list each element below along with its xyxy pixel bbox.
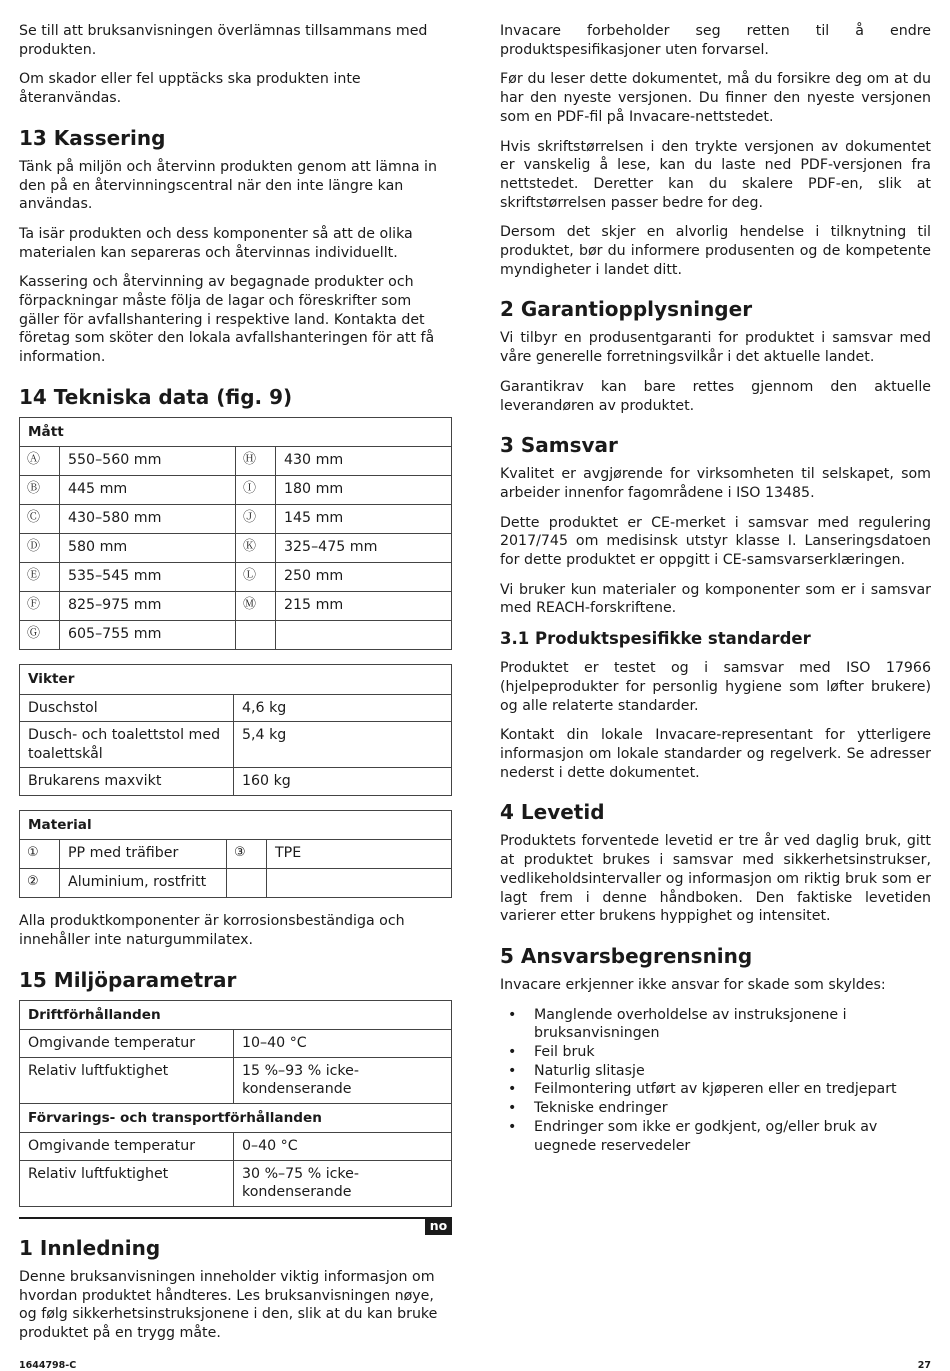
- env-label: Relativ luftfuktighet: [20, 1057, 234, 1103]
- dimension-symbol: Ⓓ: [20, 534, 60, 563]
- list-item: • Endringer som ikke er godkjent, og/eller bruk av uegnede reservedeler: [500, 1118, 931, 1155]
- paragraph: Om skador eller fel upptäcks ska produkten inte återanvändas.: [19, 71, 361, 107]
- dimension-value: 550–560 mm: [60, 447, 236, 476]
- paragraph: Invacare forbeholder seg retten til å endre produktspesifikasjoner uten forvarsel.: [500, 23, 931, 58]
- section-heading-ansvar: 5 Ansvarsbegrensning: [500, 943, 753, 968]
- dimension-symbol: Ⓜ: [236, 592, 276, 621]
- section-heading-tekniska-data: 14 Tekniska data (fig. 9): [19, 384, 293, 409]
- paragraph: Tänk på miljön och återvinn produkten genom att lämna in den på en återvinningscentral när den inte längre kan användas.: [19, 158, 437, 213]
- weight-value: 5,4 kg: [234, 722, 452, 768]
- section-heading-samsvar: 3 Samsvar: [500, 433, 618, 458]
- dimension-value: 605–755 mm: [60, 621, 236, 650]
- dimension-symbol: Ⓚ: [236, 534, 276, 563]
- env-label: Omgivande temperatur: [20, 1030, 234, 1058]
- table-row: [20, 869, 452, 898]
- dimension-symbol: Ⓗ: [236, 447, 276, 476]
- dimension-value: 430 mm: [276, 447, 452, 476]
- paragraph: Vi tilbyr en produsentgaranti for produktet i samsvar med våre generelle forretningsvilkår i det aktuelle landet.: [500, 330, 931, 366]
- intro-section: [19, 1236, 452, 1354]
- weight-label: Dusch- och toalettstol med toalettskål: [20, 722, 234, 768]
- list-item: • Naturlig slitasje: [500, 1062, 931, 1081]
- weight-value: 160 kg: [234, 768, 452, 796]
- table-row: [20, 621, 452, 650]
- table-header: Driftförhållanden: [20, 1000, 452, 1030]
- language-divider: [19, 1217, 452, 1219]
- table-row: [20, 1030, 452, 1058]
- table-header: Mått: [20, 417, 452, 447]
- page-number: 27: [917, 1360, 931, 1371]
- list-item: • Manglende overholdelse av instruksjonene i bruksanvisningen: [500, 1006, 931, 1043]
- paragraph: Kvalitet er avgjørende for virksomheten til selskapet, som arbeider innenfor fagområdene i ISO 13485.: [500, 466, 931, 501]
- table-row: [20, 447, 452, 476]
- section-heading-innledning: 1 Innledning: [19, 1236, 161, 1260]
- dimension-symbol: Ⓑ: [20, 476, 60, 505]
- table-row: [20, 694, 452, 722]
- material-value: TPE: [267, 840, 452, 869]
- section-heading-garanti: 2 Garantiopplysninger: [500, 297, 753, 322]
- table-header: Material: [20, 810, 452, 840]
- material-value: PP med träfiber: [60, 840, 227, 869]
- dimension-value: 580 mm: [60, 534, 236, 563]
- env-value: 30 %–75 % icke-kondenserande: [234, 1160, 452, 1206]
- section-heading-kassering: 13 Kassering: [19, 125, 166, 150]
- paragraph: Dersom det skjer en alvorlig hendelse i tilknytning til produktet, bør du informere produsenten og de kompetente myndigheter i landet ditt.: [500, 224, 931, 278]
- dimension-value: 430–580 mm: [60, 505, 236, 534]
- dimension-symbol: Ⓕ: [20, 592, 60, 621]
- material-value: Aluminium, rostfritt: [60, 869, 227, 898]
- env-value: 10–40 °C: [234, 1030, 452, 1058]
- list-item: • Tekniske endringer: [500, 1099, 931, 1118]
- table-header: Vikter: [20, 665, 452, 695]
- material-symbol: ①: [20, 840, 60, 869]
- paragraph: Dette produktet er CE-merket i samsvar med regulering 2017/745 om medisinsk utstyr klasse I. Lanseringsdatoen for dette produktet er oppgitt i CE-samsvarserklæringen.: [500, 514, 931, 569]
- material-symbol: ③: [227, 840, 267, 869]
- weights-table: [19, 664, 452, 796]
- paragraph: Garantikrav kan bare rettes gjennom den aktuelle leverandøren av produktet.: [500, 378, 931, 414]
- document-id: 1644798-C: [19, 1360, 77, 1371]
- dimension-value: 180 mm: [276, 476, 452, 505]
- dimension-value: 215 mm: [276, 592, 452, 621]
- weight-value: 4,6 kg: [234, 694, 452, 722]
- dimension-value: 535–545 mm: [60, 563, 236, 592]
- material-value: [267, 869, 452, 898]
- dimension-value: [276, 621, 452, 650]
- right-column: [500, 22, 931, 1155]
- paragraph: Kontakt din lokale Invacare-representant for ytterligere informasjon om lokale standarder og regelverk. Se adresser nederst i dette dokumentet.: [500, 727, 931, 781]
- dimension-value: 145 mm: [276, 505, 452, 534]
- dimension-value: 445 mm: [60, 476, 236, 505]
- dimension-symbol: Ⓔ: [20, 563, 60, 592]
- dimension-value: 325–475 mm: [276, 534, 452, 563]
- table-row: [20, 1057, 452, 1103]
- paragraph: Alla produktkomponenter är korrosionsbeständiga och innehåller inte naturgummilatex.: [19, 913, 405, 949]
- paragraph: Produktet er testet og i samsvar med ISO 17966 (hjelpeprodukter for personlig hygiene som løfter brukere) og alle relaterte standarder.: [500, 660, 931, 714]
- environment-table: [19, 1000, 452, 1207]
- table-row: [20, 768, 452, 796]
- dimension-symbol: Ⓘ: [236, 476, 276, 505]
- env-label: Relativ luftfuktighet: [20, 1160, 234, 1206]
- dimension-symbol: Ⓖ: [20, 621, 60, 650]
- table-row: [20, 592, 452, 621]
- list-item: • Feil bruk: [500, 1043, 931, 1062]
- dimensions-table: [19, 417, 452, 651]
- dimension-value: 825–975 mm: [60, 592, 236, 621]
- dimension-value: 250 mm: [276, 563, 452, 592]
- paragraph: Denne bruksanvisningen inneholder viktig informasjon om hvordan produktet håndteres. Les bruksanvisningen nøye, og følg sikkerhetsinstruksjonene i den, slik at du kan bruke produktet på en trygg måte.: [19, 1269, 438, 1342]
- list-item: • Feilmontering utført av kjøperen eller en tredjepart: [500, 1080, 931, 1099]
- table-row: [20, 534, 452, 563]
- material-table: [19, 810, 452, 899]
- language-tag: no: [425, 1217, 452, 1235]
- paragraph: Ta isär produkten och dess komponenter så att de olika materialen kan separeras och återvinnas individuellt.: [19, 225, 413, 261]
- section-heading-levetid: 4 Levetid: [500, 800, 605, 825]
- section-heading-miljoparametrar: 15 Miljöparametrar: [19, 967, 237, 992]
- left-column: [19, 22, 452, 1221]
- table-row: [20, 563, 452, 592]
- table-row: [20, 840, 452, 869]
- table-header: Förvarings- och transportförhållanden: [20, 1103, 452, 1133]
- table-row: [20, 476, 452, 505]
- weight-label: Brukarens maxvikt: [20, 768, 234, 796]
- env-value: 15 %–93 % icke-kondenserande: [234, 1057, 452, 1103]
- dimension-symbol: Ⓒ: [20, 505, 60, 534]
- table-row: [20, 505, 452, 534]
- material-symbol: [227, 869, 267, 898]
- weight-label: Duschstol: [20, 694, 234, 722]
- subsection-heading-standarder: 3.1 Produktspesifikke standarder: [500, 629, 811, 649]
- paragraph: Før du leser dette dokumentet, må du forsikre deg om at du har den nyeste versjonen. Du finner den nyeste versjonen som en PDF-fil på Invacare-nettstedet.: [500, 71, 931, 125]
- paragraph: Se till att bruksanvisningen överlämnas tillsammans med produkten.: [19, 23, 428, 58]
- material-symbol: ②: [20, 869, 60, 898]
- paragraph: Kassering och återvinning av begagnade produkter och förpackningar måste följa de lagar och föreskrifter som gäller för avfallshantering i respektive land. Kontakta det företag som sköter den lokala avfallshanteringen för att få information.: [19, 274, 435, 366]
- paragraph: Vi bruker kun materialer og komponenter som er i samsvar med REACH-forskriftene.: [500, 581, 931, 617]
- table-row: [20, 1160, 452, 1206]
- table-row: [20, 1133, 452, 1161]
- dimension-symbol: [236, 621, 276, 650]
- env-value: 0–40 °C: [234, 1133, 452, 1161]
- paragraph: Produktets forventede levetid er tre år ved daglig bruk, gitt at produktet brukes i samsvar med sikkerhetsinstrukser, vedlikeholdsintervaller og informasjon om riktig bruk som er lagt frem i denne håndboken. Den faktiske levetiden varierer etter brukens hyppighet og intensitet.: [500, 833, 931, 925]
- liability-list: [500, 1006, 931, 1156]
- dimension-symbol: Ⓛ: [236, 563, 276, 592]
- table-row: [20, 722, 452, 768]
- dimension-symbol: Ⓐ: [20, 447, 60, 476]
- dimension-symbol: Ⓙ: [236, 505, 276, 534]
- paragraph: Invacare erkjenner ikke ansvar for skade som skyldes:: [500, 976, 886, 993]
- env-label: Omgivande temperatur: [20, 1133, 234, 1161]
- paragraph: Hvis skriftstørrelsen i den trykte versjonen av dokumentet er vanskelig å lese, kan du laste ned PDF-versjonen fra nettstedet. Deretter kan du skalere PDF-en, slik at skriftstørrelsen passer bedre for deg.: [500, 138, 931, 211]
